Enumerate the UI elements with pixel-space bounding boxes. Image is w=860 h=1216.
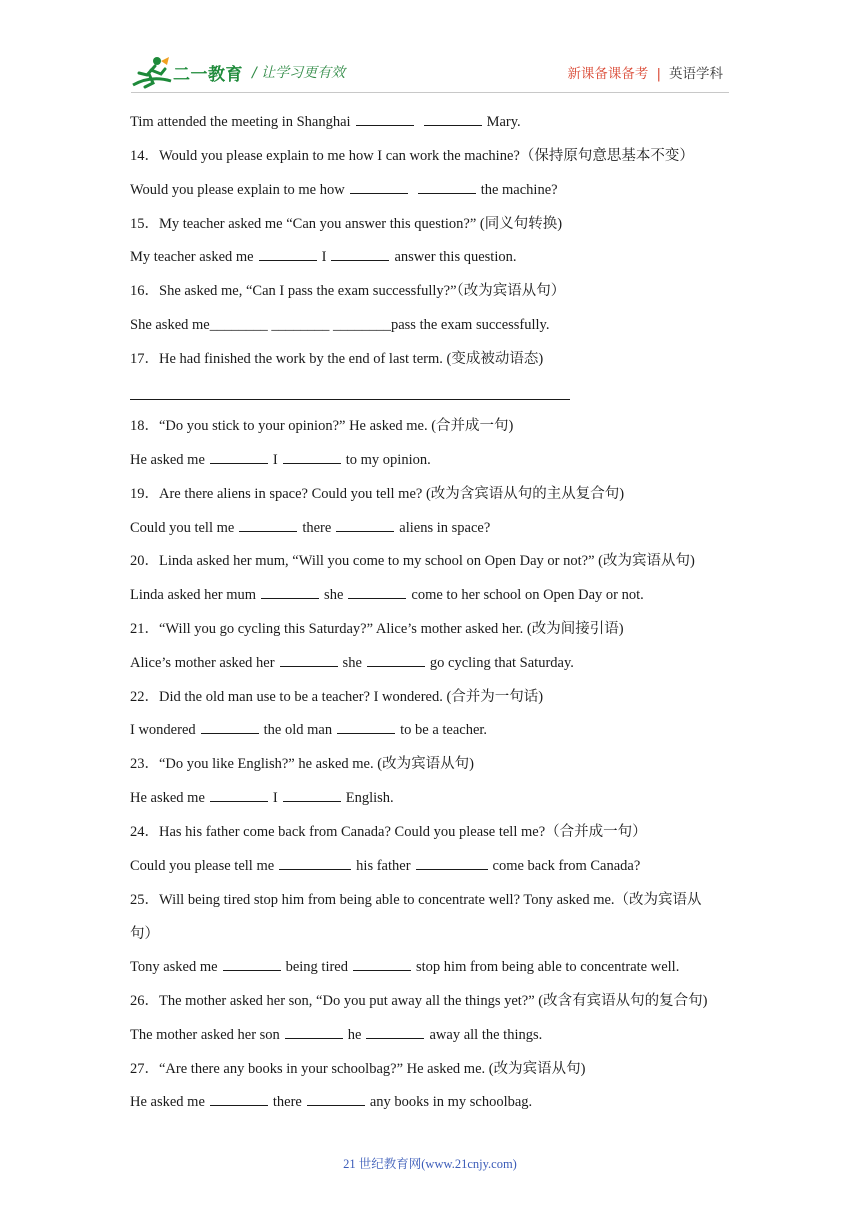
answer-blank[interactable]: [259, 247, 317, 261]
line-text: Would you please explain to me how: [130, 182, 345, 198]
answer-blank[interactable]: [331, 247, 389, 261]
line-text: Tim attended the meeting in Shanghai: [130, 114, 351, 130]
line-text: Could you tell me: [130, 520, 235, 536]
worksheet-line: [130, 450, 431, 470]
header-slogan: / 让学习更有效: [252, 65, 346, 81]
worksheet-line: 21．“Will you go cycling this Saturday?” Alice’s mother asked her. (改为间接引语): [130, 621, 624, 637]
line-text: there: [272, 1094, 302, 1110]
line-text: English.: [345, 790, 394, 806]
answer-blank[interactable]: [418, 180, 476, 194]
worksheet-line: 24．Has his father come back from Canada? Could you please tell me?（合并成一句）: [130, 824, 647, 840]
worksheet-line: [130, 957, 679, 977]
answer-blank[interactable]: [366, 1025, 424, 1039]
answer-blank[interactable]: [353, 957, 411, 971]
worksheet-line: 23．“Do you like English?” he asked me. (改为宾语从句): [130, 756, 474, 772]
line-text: go cycling that Saturday.: [429, 655, 574, 671]
worksheet-line: [130, 1025, 542, 1045]
line-text: answer this question.: [394, 249, 517, 265]
line-text: Mary.: [486, 114, 521, 130]
worksheet-line: [130, 585, 644, 605]
worksheet-line: 句）: [130, 926, 159, 942]
answer-blank[interactable]: [223, 957, 281, 971]
header-divider: [131, 92, 729, 93]
worksheet-line: [130, 856, 640, 876]
worksheet-line: 16．She asked me, “Can I pass the exam successfully?”（改为宾语从句）: [130, 283, 566, 299]
worksheet-line: [130, 247, 516, 267]
header-subject: 英语学科: [669, 66, 723, 82]
line-text: she: [324, 587, 344, 603]
worksheet-line: [130, 1092, 532, 1112]
answer-blank[interactable]: [350, 180, 408, 194]
worksheet-line: 17．He had finished the work by the end of last term. (变成被动语态): [130, 351, 544, 367]
worksheet-line: [130, 720, 487, 740]
line-text: He asked me: [130, 790, 205, 806]
line-text: away all the things.: [429, 1027, 543, 1043]
answer-blank[interactable]: [337, 720, 395, 734]
answer-blank[interactable]: [348, 585, 406, 599]
page-header: [0, 0, 860, 100]
worksheet-line: 19．Are there aliens in space? Could you tell me? (改为含宾语从句的主从复合句): [130, 486, 625, 502]
answer-line[interactable]: [130, 399, 570, 400]
answer-blank[interactable]: [424, 112, 482, 126]
worksheet-line: 14．Would you please explain to me how I can work the machine?（保持原句意思基本不变）: [130, 148, 694, 164]
answer-blank[interactable]: [279, 856, 351, 870]
worksheet-line: 27．“Are there any books in your schoolbag?” He asked me. (改为宾语从句): [130, 1061, 586, 1077]
line-text: I wondered: [130, 722, 196, 738]
answer-blank[interactable]: [356, 112, 414, 126]
line-text: the machine?: [480, 182, 558, 198]
answer-blank[interactable]: [307, 1092, 365, 1106]
answer-blank[interactable]: [283, 450, 341, 464]
line-text: I: [321, 249, 327, 265]
worksheet-line: 26．The mother asked her son, “Do you put away all the things yet?” (改含有宾语从句的复合句): [130, 993, 708, 1009]
line-text: My teacher asked me: [130, 249, 254, 265]
line-text: Linda asked her mum: [130, 587, 257, 603]
header-tag: 新课备课备考: [567, 66, 649, 82]
line-text: he: [347, 1027, 362, 1043]
line-text: aliens in space?: [399, 520, 491, 536]
worksheet-line: 25．Will being tired stop him from being able to concentrate well? Tony asked me.（改为宾语从: [130, 892, 702, 908]
answer-blank[interactable]: [283, 788, 341, 802]
line-text: The mother asked her son: [130, 1027, 280, 1043]
line-text: I: [272, 790, 278, 806]
line-text: to my opinion.: [345, 452, 431, 468]
answer-blank[interactable]: [210, 450, 268, 464]
line-text: come to her school on Open Day or not.: [411, 587, 644, 603]
answer-blank[interactable]: [280, 653, 338, 667]
logo-text: 二一教育: [173, 65, 243, 85]
line-text: his father: [356, 858, 411, 874]
answer-blank[interactable]: [239, 518, 297, 532]
line-text: being tired: [285, 959, 348, 975]
answer-blank[interactable]: [336, 518, 394, 532]
worksheet-line: 18．“Do you stick to your opinion?” He asked me. (合并成一句): [130, 418, 514, 434]
worksheet-line: [130, 180, 558, 200]
line-text: come back from Canada?: [492, 858, 641, 874]
line-text: He asked me: [130, 1094, 205, 1110]
header-right: [567, 62, 723, 82]
page-footer: 21 世纪教育网(www.21cnjy.com): [343, 1157, 517, 1171]
line-text: Tony asked me: [130, 959, 218, 975]
worksheet-line: [130, 518, 490, 538]
answer-blank[interactable]: [367, 653, 425, 667]
line-text: there: [302, 520, 332, 536]
answer-blank[interactable]: [210, 1092, 268, 1106]
line-text: any books in my schoolbag.: [369, 1094, 533, 1110]
worksheet-line: [130, 653, 574, 673]
worksheet-line: 20．Linda asked her mum, “Will you come to my school on Open Day or not?” (改为宾语从句): [130, 553, 695, 569]
answer-blank[interactable]: [285, 1025, 343, 1039]
worksheet-line: [130, 788, 394, 808]
line-text: He asked me: [130, 452, 205, 468]
header-separator: |: [656, 66, 661, 82]
worksheet-line: [130, 112, 521, 132]
line-text: I: [272, 452, 278, 468]
worksheet-line: She asked me________ ________ ________pass the exam successfully.: [130, 317, 550, 333]
answer-blank[interactable]: [261, 585, 319, 599]
answer-blank[interactable]: [416, 856, 488, 870]
line-text: to be a teacher.: [400, 722, 488, 738]
line-text: she: [342, 655, 362, 671]
answer-blank[interactable]: [210, 788, 268, 802]
line-text: Could you please tell me: [130, 858, 275, 874]
line-text: Alice’s mother asked her: [130, 655, 275, 671]
answer-blank[interactable]: [201, 720, 259, 734]
line-text: the old man: [263, 722, 333, 738]
line-text: stop him from being able to concentrate well.: [416, 959, 680, 975]
worksheet-line: 22．Did the old man use to be a teacher? I wondered. (合并为一句话): [130, 689, 544, 705]
worksheet-line: 15．My teacher asked me “Can you answer this question?” (同义句转换): [130, 216, 563, 232]
